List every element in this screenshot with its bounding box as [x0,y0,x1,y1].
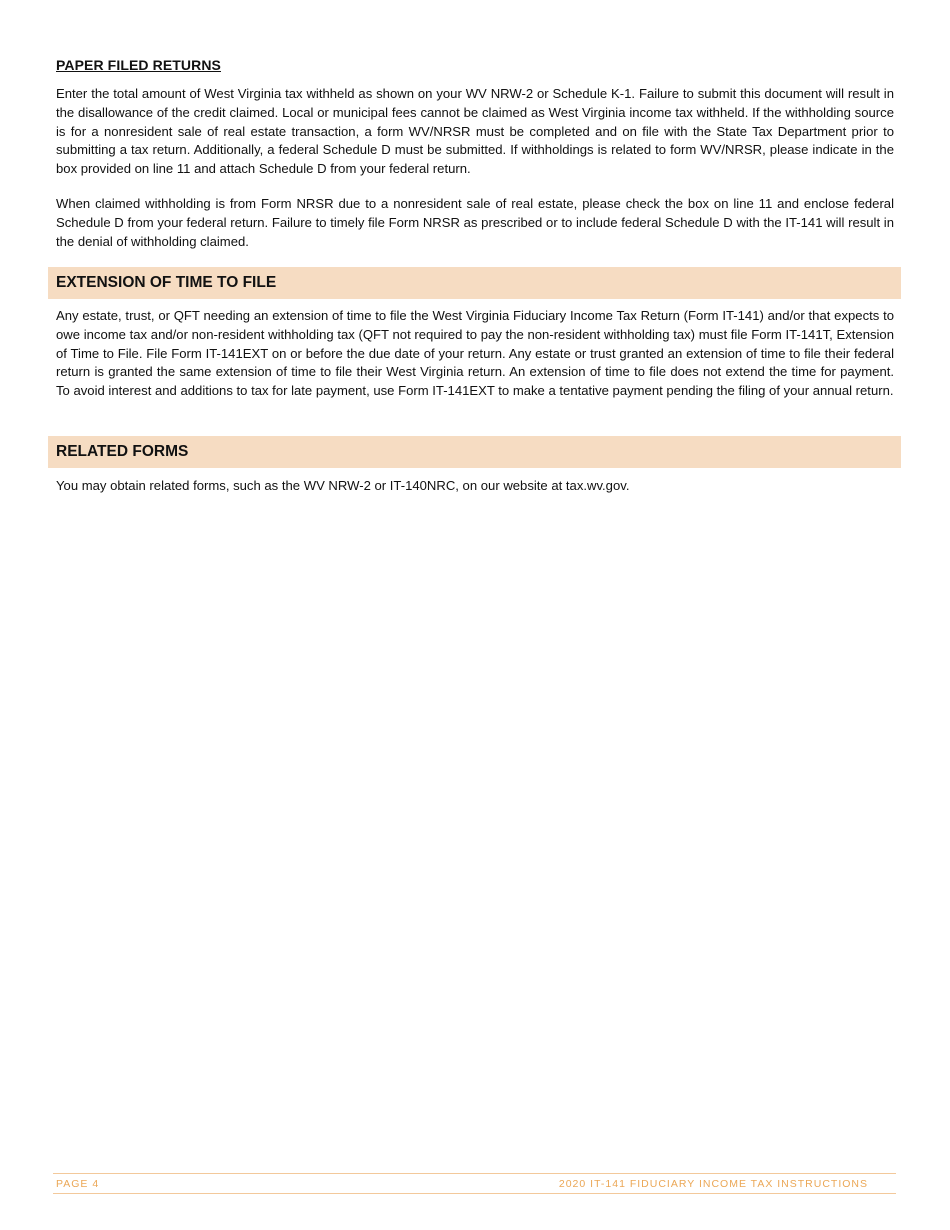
extension-section-header [48,267,901,299]
paper-filed-returns-heading: PAPER FILED RETURNS [56,57,221,73]
footer-bottom-rule [53,1193,896,1194]
extension-paragraph: Any estate, trust, or QFT needing an extension of time to file the West Virginia Fiduciary Income Tax Return (Form IT-141) and/or that expects to owe income tax and/or non-resident withholding tax (QFT not required to pay the non-resident withholding tax) must file Form IT-141T, Extension of Time to File. File Form IT-141EXT on or before the due date of your return. Any estate or trust granted an extension of time to file their federal return is granted the same extension of time to file their West Virginia return. An extension of time to file does not extend the time for payment. To avoid interest and additions to tax for late payment, use Form IT-141EXT to make a tentative payment pending the filing of your annual return. [56,308,894,399]
extension-heading: EXTENSION OF TIME TO FILE [56,274,277,291]
footer-page-number: PAGE 4 [56,1178,100,1190]
paper-filed-returns-paragraph-2: When claimed withholding is from Form NRSR due to a nonresident sale of real estate, please check the box on line 11 and enclose federal Schedule D from your federal return. Failure to timely file Form NRSR as prescribed or to include federal Schedule D with the IT-141 will result in the denial of withholding claimed. [56,196,894,249]
paper-filed-returns-paragraph-1: Enter the total amount of West Virginia tax withheld as shown on your WV NRW-2 or Schedule K-1. Failure to submit this document will result in the disallowance of the credit claimed. Local or municipal fees cannot be claimed as West Virginia income tax withheld. If the withholding source is for a nonresident sale of real estate transaction, a form WV/NRSR must be completed and on file with the State Tax Department prior to submitting a tax return. Additionally, a federal Schedule D must be submitted. If withholdings is related to form WV/NRSR, please indicate in the box provided on line 11 and attach Schedule D from your federal return. [56,86,894,177]
related-forms-section-header [48,436,901,468]
related-forms-heading: RELATED FORMS [56,443,189,460]
footer-top-rule [53,1173,896,1174]
footer-document-title: 2020 IT-141 FIDUCIARY INCOME TAX INSTRUCTIONS [558,1178,868,1190]
related-forms-paragraph: You may obtain related forms, such as the WV NRW-2 or IT-140NRC, on our website at tax.wv.gov. [56,478,630,493]
